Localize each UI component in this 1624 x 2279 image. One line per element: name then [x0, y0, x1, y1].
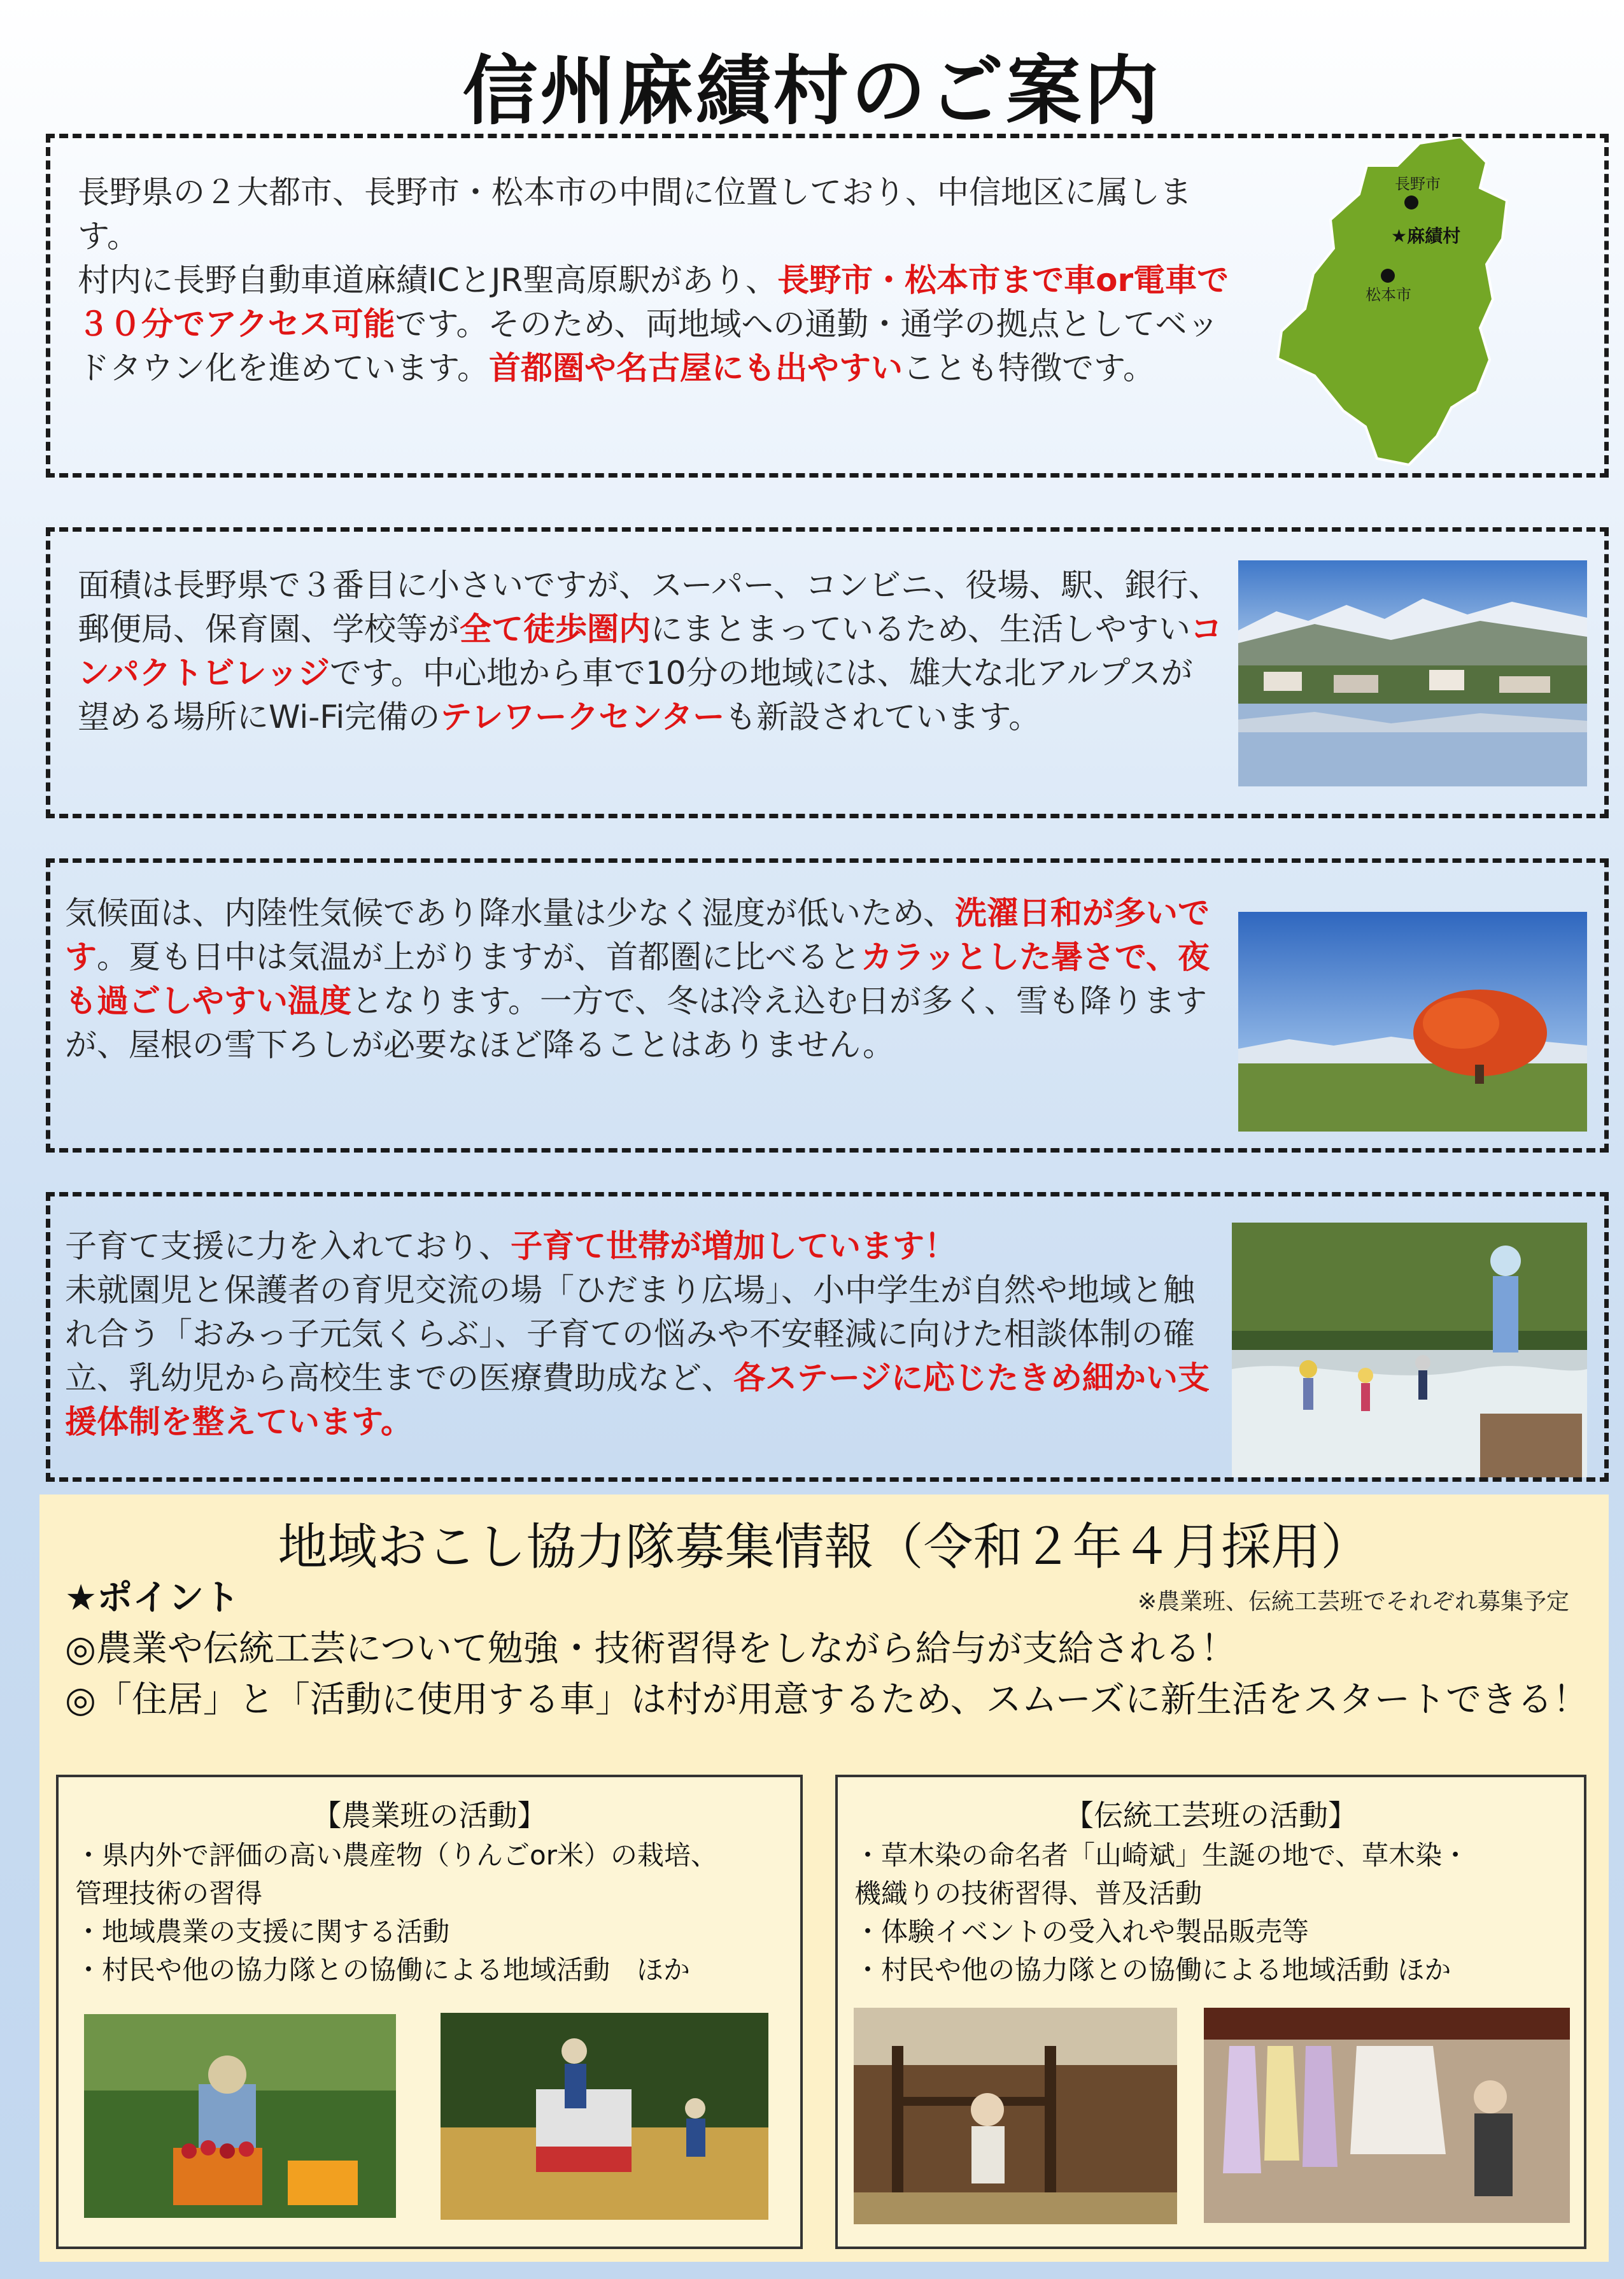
craft-activity-title: 【伝統工芸班の活動】: [1064, 1798, 1357, 1833]
agri-activity-box: [56, 1775, 803, 2249]
agri-activity-title: 【農業班の活動】: [312, 1798, 547, 1833]
recruit-title: 地域おこし協力隊募集情報（令和２年４月採用）: [278, 1519, 1371, 1576]
omi-village-label: ★麻績村: [1391, 225, 1461, 246]
matsumoto-city-dot: [1381, 269, 1395, 283]
point-heading: ★ポイント: [65, 1577, 240, 1619]
craft-activity-line: ・草木染の命名者「山崎斌」生誕の地で、草木染・: [854, 1840, 1469, 1871]
matsumoto-city-label: 松本市: [1366, 286, 1411, 304]
body-text: 村内に長野自動車道麻績ICとJR聖高原駅があり、: [78, 262, 778, 299]
body-text: ことも特徴です。: [903, 350, 1155, 387]
highlight-text: 長野市・松本市まで車or電車で３０分でアクセス可能: [78, 262, 1229, 343]
childcare-text: [65, 1225, 1224, 1444]
craft-activity-line: 機織りの技術習得、普及活動: [854, 1878, 1203, 1909]
climate-text: [65, 891, 1224, 1067]
craft-activity-line: ・体験イベントの受入れや製品販売等: [854, 1916, 1310, 1947]
nagano-map: [1270, 137, 1534, 471]
highlight-text: コンパクトビレッジ: [78, 611, 1222, 692]
highlight-text: 子育て世帯が増加しています！: [511, 1228, 956, 1265]
agri-activity-line: ・県内外で評価の高い農産物（りんごor米）の栽培、: [75, 1840, 717, 1871]
page-title: 信州麻績村のご案内: [462, 47, 1162, 135]
highlight-text: 首都圏や名古屋にも出やすい: [489, 350, 903, 387]
craft-activity-box: [835, 1775, 1586, 2249]
body-text: にまとまっているため、生活しやすい: [651, 611, 1190, 648]
alps-village-photo: [1238, 560, 1587, 786]
body-text: も新設されています。: [724, 699, 1041, 735]
location-text: [78, 171, 1236, 390]
nagano-city-label: 長野市: [1395, 175, 1441, 193]
weaving-photo: [854, 2008, 1177, 2224]
body-text: 長野県の２大都市、長野市・松本市の中間に位置しており、中信地区に属します。: [78, 174, 1192, 255]
highlight-text: カラッとした暑さで、夜も過ごしやすい温度: [65, 939, 1210, 1019]
body-text: 気候面は、内陸性気候であり降水量は少なく湿度が低いため、: [65, 895, 955, 932]
body-text: です。中心地から車で10分の地域には、雄大な北アルプスが望める場所にWi-Fi完備の: [78, 655, 1193, 735]
nagano-map-shape: [1270, 137, 1534, 471]
highlight-text: 各ステージに応じたきめ細かい支援体制を整えています。: [65, 1360, 1210, 1440]
highlight-text: 全て徒歩圏内: [460, 611, 651, 648]
highlight-text: 洗濯日和が多いです: [65, 895, 1210, 976]
plant-dyed-cloth-photo: [1204, 2008, 1570, 2223]
recruit-panel: [39, 1494, 1609, 2262]
body-text: 子育て支援に力を入れており、: [65, 1228, 511, 1265]
point-bullet-salary: ◎農業や伝統工芸について勉強・技術習得をしながら給与が支給される！: [65, 1628, 1236, 1670]
kids-river-photo: [1232, 1223, 1587, 1477]
body-text: 面積は長野県で３番目に小さいですが、スーパー、コンビニ、役場、駅、銀行、郵便局、保育園、学校等が: [78, 567, 1220, 648]
recruit-note: ※農業班、伝統工芸班でそれぞれ募集予定: [1137, 1589, 1569, 1615]
craft-activity-line: ・村民や他の協力隊との協働による地域活動 ほか: [854, 1954, 1451, 1985]
rice-harvest-photo: [441, 2013, 768, 2220]
point-bullet-housing: ◎「住居」と「活動に使用する車」は村が用意するため、スムーズに新生活をスタートできる！: [65, 1679, 1589, 1721]
agri-activity-line: ・村民や他の協力隊との協働による地域活動 ほか: [75, 1954, 691, 1985]
nagano-city-dot: [1404, 195, 1418, 209]
apple-harvest-photo: [84, 2014, 396, 2218]
agri-activity-line: ・地域農業の支援に関する活動: [75, 1916, 450, 1947]
body-text: となります。一方で、冬は冷え込む日が多く、雪も降りますが、屋根の雪下ろしが必要なほど降ることはありません。: [65, 983, 1207, 1063]
highlight-text: テレワークセンター: [440, 699, 725, 735]
body-text: 未就園児と保護者の育児交流の場「ひだまり広場」、小中学生が自然や地域と触れ合う「おみっ子元気くらぶ」、子育ての悩みや不安軽減に向けた相談体制の確立、乳幼児から高校生までの医療費助成など、: [65, 1272, 1195, 1396]
compact-village-text: [78, 564, 1224, 739]
autumn-tree-photo: [1238, 912, 1587, 1132]
agri-activity-line: 管理技術の習得: [75, 1878, 263, 1909]
body-text: です。そのため、両地域への通勤・通学の拠点としてベッドタウン化を進めています。: [78, 306, 1219, 387]
body-text: 。夏も日中は気温が上がりますが、首都圏に比べると: [97, 939, 861, 976]
